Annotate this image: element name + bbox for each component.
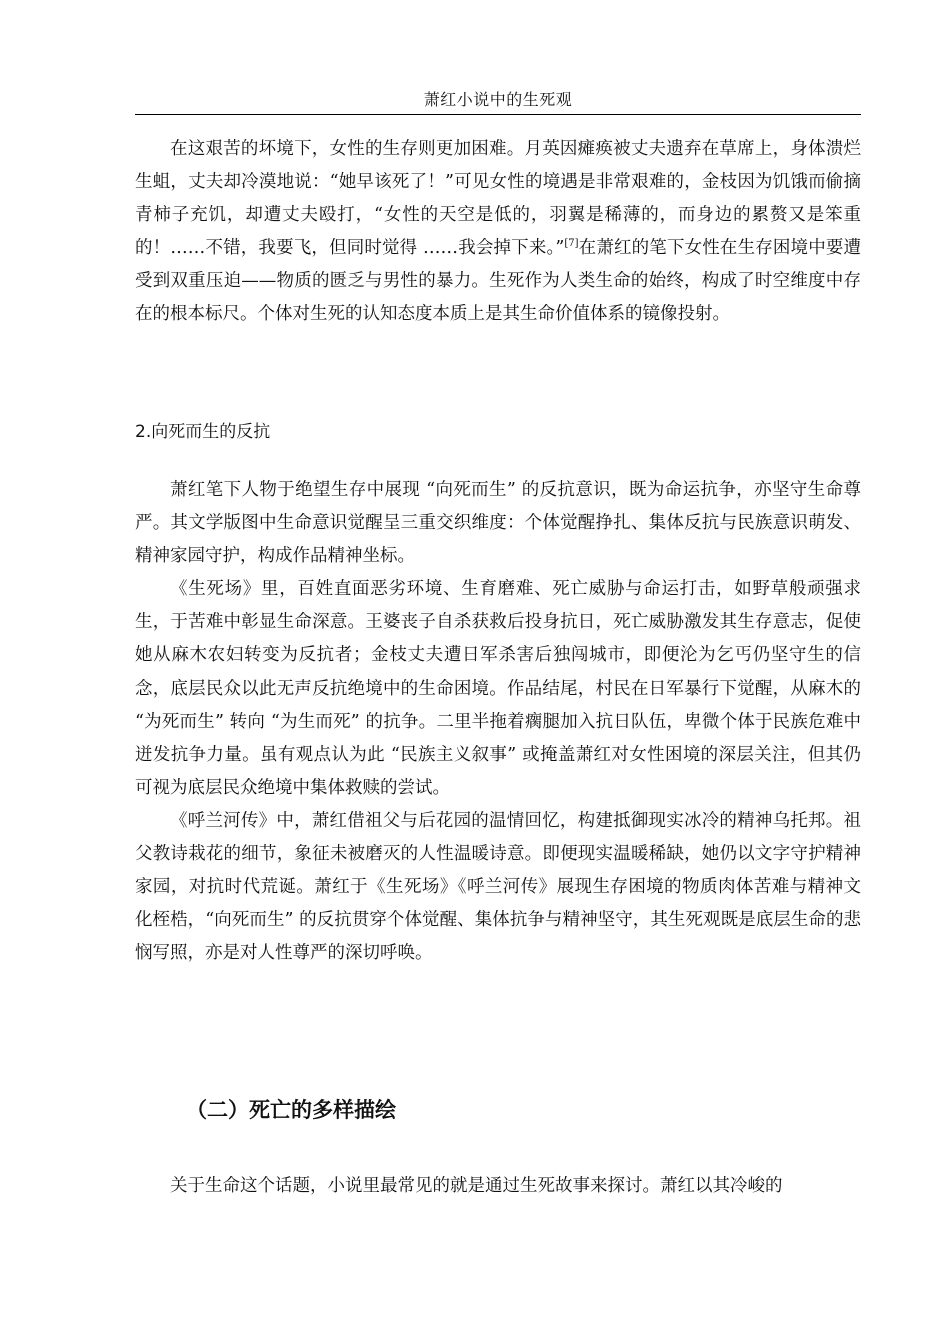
paragraph-text: 在这艰苦的坏境下，女性的生存则更加困难。月英因瘫痪被丈夫遗弃在草席上，身体溃烂生蛆，丈夫却冷漠地说：“她早该死了！”可见女性的境遇是非常艰难的，金枝因为饥饿而偷摘青柿子充饥，却遭丈夫殴打，“女性的天空是低的，羽翼是稀薄的，而身边的累赘又是笨重的！……不错，我要飞，但同时觉得 ……我会掉下来。” <box>135 139 861 259</box>
paragraph-resistance-intro: 萧红笔下人物于绝望生存中展现 “向死而生” 的反抗意识，既为命运抗争，亦坚守生命尊严。其文学版图中生命意识觉醒呈三重交织维度：个体觉醒挣扎、集体反抗与民族意识萌发、精神家园守护，构成作品精神坐标。 <box>135 480 861 567</box>
section-body <box>135 1170 861 1203</box>
citation-marker: [7] <box>564 238 579 250</box>
subsection-heading: 2.向死而生的反抗 <box>135 422 271 442</box>
section-heading: （二）死亡的多样描绘 <box>186 1098 396 1122</box>
paragraph-death-depiction: 关于生命这个话题，小说里最常见的就是通过生死故事来探讨。萧红以其冷峻的 <box>170 1176 783 1196</box>
paragraph-hulanhezhuan: 《呼兰河传》中，萧红借祖父与后花园的温情回忆，构建抵御现实冰冷的精神乌托邦。祖父教诗栽花的细节，象征未被磨灭的人性温暖诗意。即便现实温暖稀缺，她仍以文字守护精神家园，对抗时代荒诞。萧红于《生死场》《呼兰河传》展现生存困境的物质肉体苦难与精神文化桎梏，“向死而生” 的反抗贯穿个体觉醒、集体抗争与精神坚守，其生死观既是底层生命的悲悯写照，亦是对人性尊严的深切呼唤。 <box>135 810 861 964</box>
paragraph-women-survival <box>135 133 861 332</box>
paragraph-text: 在萧红的笔下女性在生存困境中要遭受到双重压迫——物质的匮乏与男性的暴力。生死作为人类生命的始终，构成了时空维度中存在的根本标尺。个体对生死的认知态度本质上是其生命价值体系的镜像投射。 <box>135 238 862 325</box>
subsection-body <box>135 474 861 970</box>
page-header-title: 萧红小说中的生死观 <box>423 90 573 109</box>
header-divider <box>135 114 861 115</box>
paragraph-shengsichang: 《生死场》里，百姓直面恶劣环境、生育磨难、死亡威胁与命运打击，如野草般顽强求生，于苦难中彰显生命深意。王婆丧子自杀获救后投身抗日，死亡威胁激发其生存意志，促使她从麻木农妇转变为反抗者；金枝丈夫遭日军杀害后独闯城市，即便沦为乞丐仍坚守生的信念，底层民众以此无声反抗绝境中的生命困境。作品结尾，村民在日军暴行下觉醒，从麻木的 “为死而生” 转向 “为生而死” 的抗争。二里半拖着瘸腿加入抗日队伍，卑微个体于民族危难中迸发抗争力量。虽有观点认为此 “民族主义叙事” 或掩盖萧红对女性困境的深层关注，但其仍可视为底层民众绝境中集体救赎的尝试。 <box>135 579 861 798</box>
